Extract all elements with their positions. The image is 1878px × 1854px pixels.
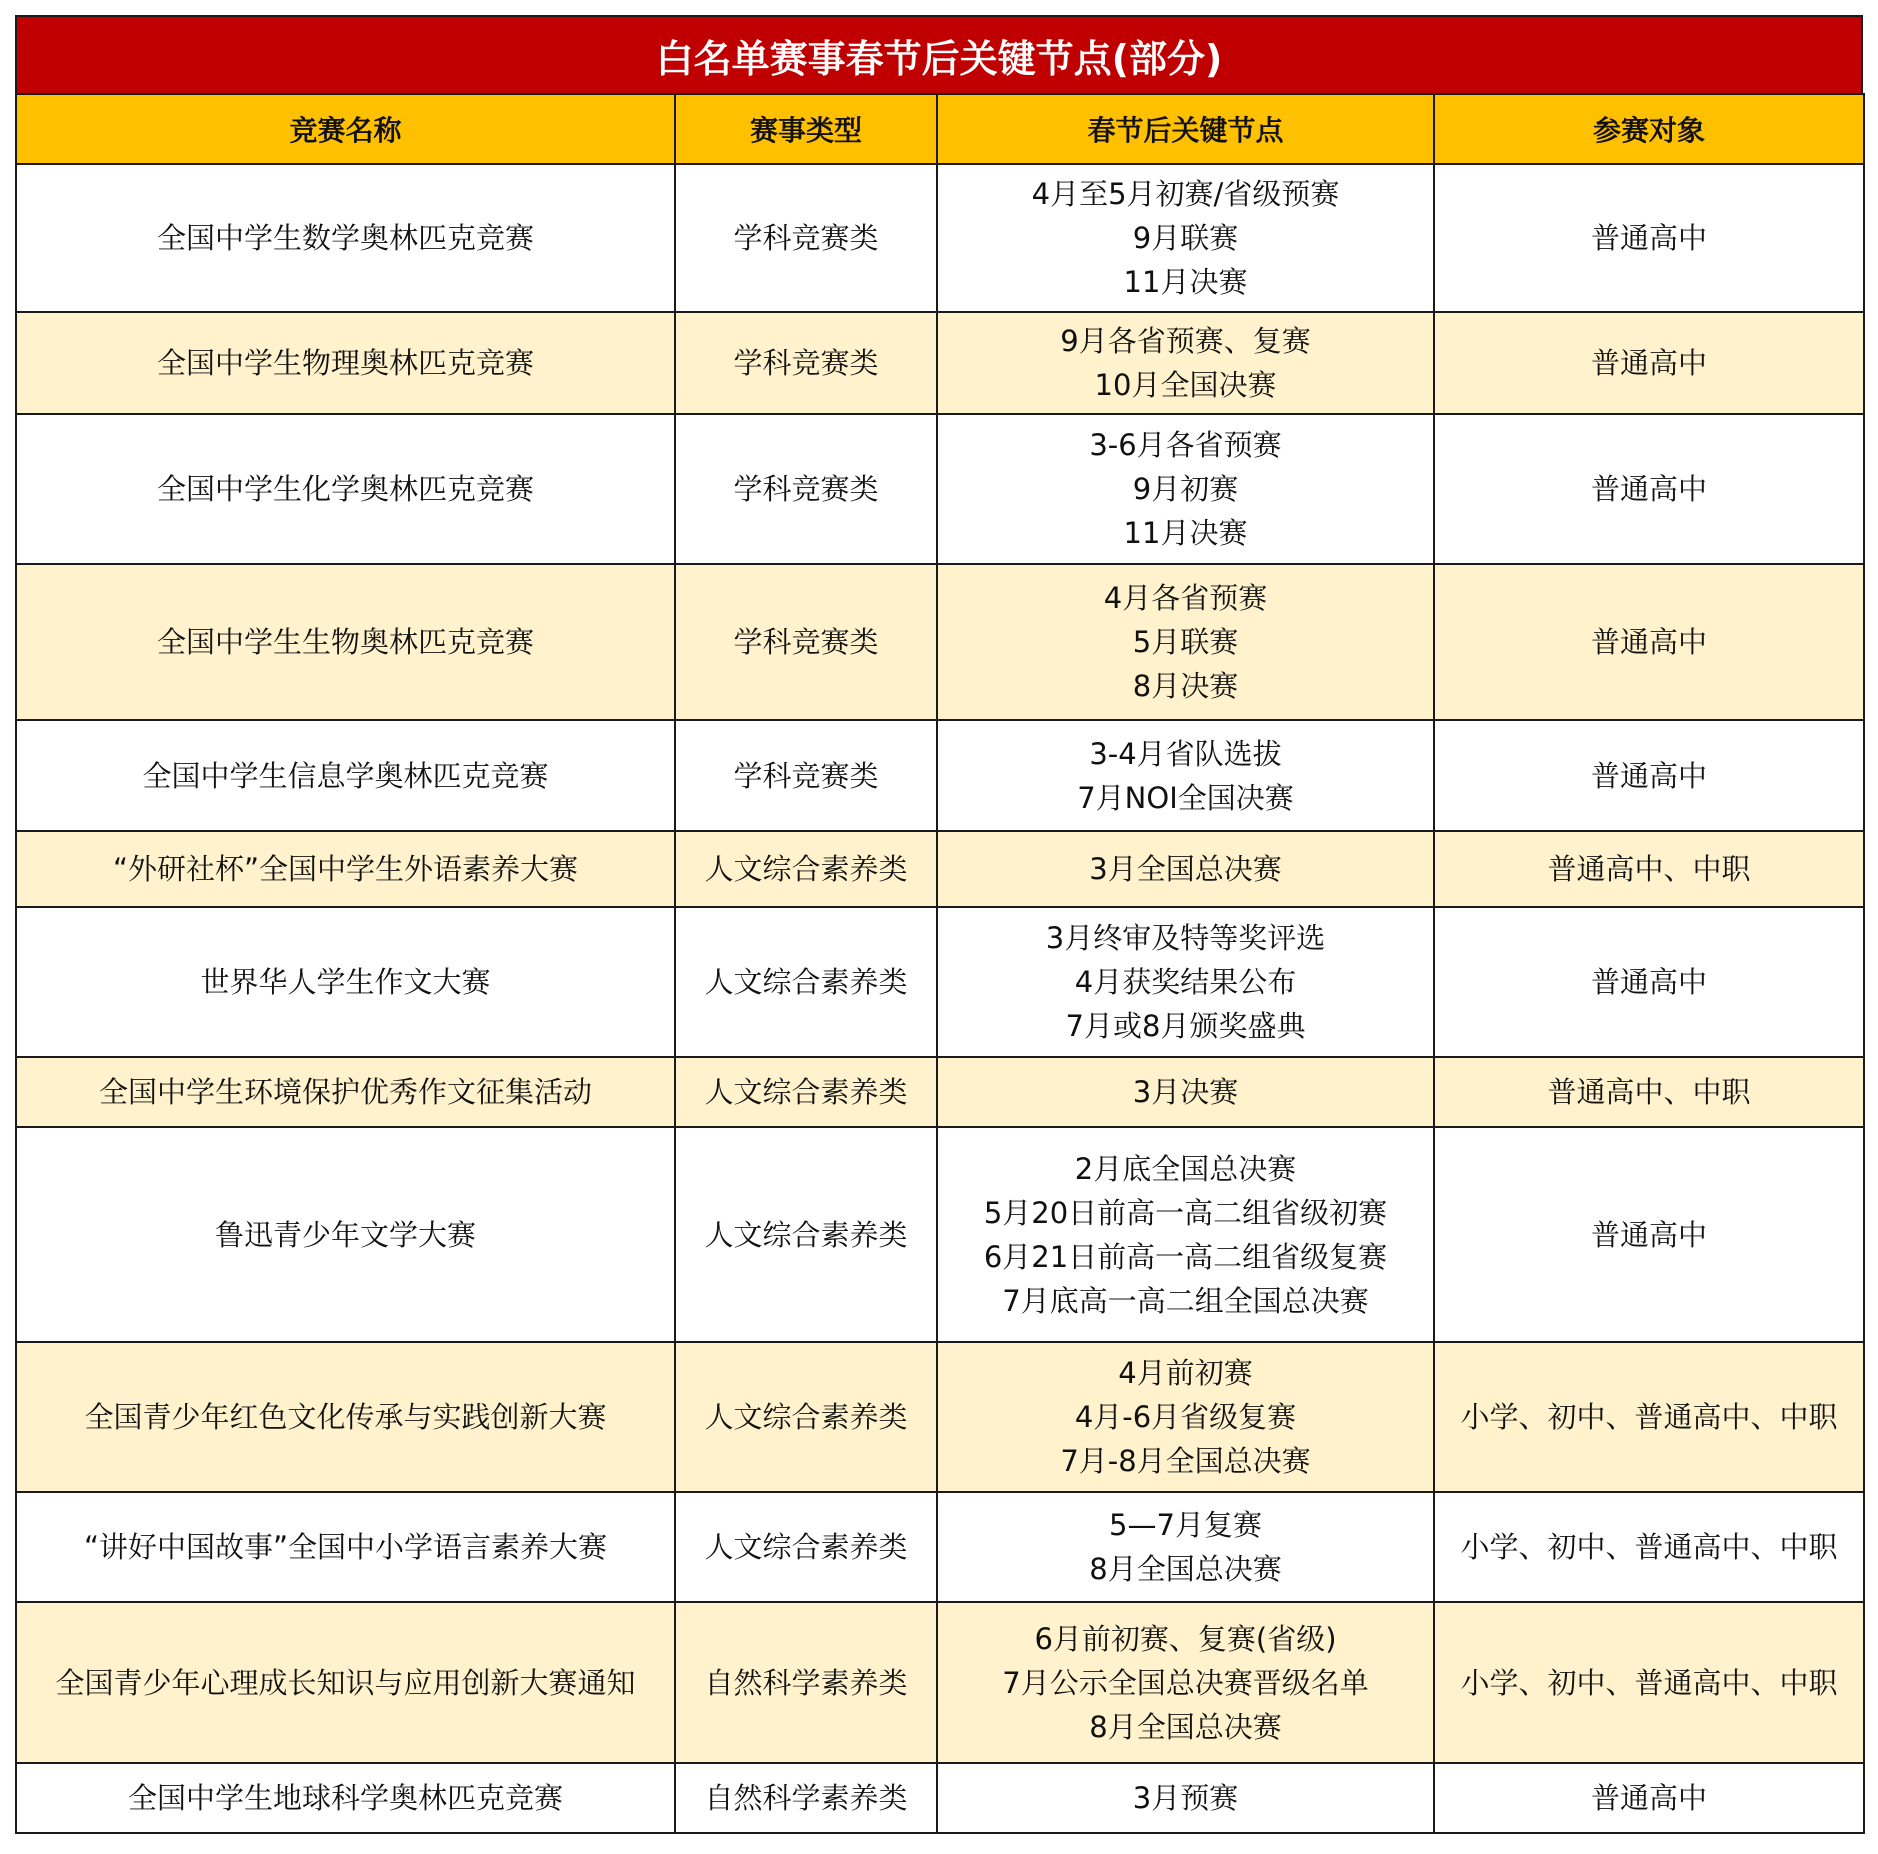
competition-table bbox=[15, 93, 1865, 1834]
table-row bbox=[16, 831, 1864, 907]
participants-cell: 小学、初中、普通高中、中职 bbox=[1434, 1602, 1864, 1763]
table-row bbox=[16, 1127, 1864, 1342]
competition-name-cell: 鲁迅青少年文学大赛 bbox=[16, 1127, 675, 1342]
participants-cell: 普通高中 bbox=[1434, 720, 1864, 831]
table-row bbox=[16, 907, 1864, 1057]
competition-table-container bbox=[15, 15, 1863, 1834]
table-row bbox=[16, 564, 1864, 720]
competition-type-cell: 人文综合素养类 bbox=[675, 1342, 937, 1492]
key-milestones-cell bbox=[937, 1492, 1434, 1602]
key-milestones-cell bbox=[937, 1057, 1434, 1127]
competition-name-cell: “讲好中国故事”全国中小学语言素养大赛 bbox=[16, 1492, 675, 1602]
milestone-line: 4月各省预赛 bbox=[1103, 581, 1268, 615]
milestone-line: 7月-8月全国总决赛 bbox=[1060, 1444, 1311, 1478]
participants-cell: 普通高中 bbox=[1434, 1127, 1864, 1342]
milestone-line: 4月至5月初赛/省级预赛 bbox=[1031, 177, 1340, 211]
participants-cell: 普通高中 bbox=[1434, 164, 1864, 312]
key-milestones-cell bbox=[937, 1763, 1434, 1833]
header-row bbox=[16, 94, 1864, 164]
key-milestones-cell bbox=[937, 1342, 1434, 1492]
table-row bbox=[16, 414, 1864, 564]
milestone-line: 9月各省预赛、复赛 bbox=[1060, 324, 1311, 358]
competition-type-cell: 学科竞赛类 bbox=[675, 564, 937, 720]
milestone-line: 5月20日前高一高二组省级初赛 bbox=[983, 1195, 1388, 1230]
competition-name-cell: 全国中学生物理奥林匹克竞赛 bbox=[16, 312, 675, 414]
competition-name-cell: 全国中学生环境保护优秀作文征集活动 bbox=[16, 1057, 675, 1127]
milestone-line: 9月初赛 bbox=[1132, 472, 1239, 506]
table-row bbox=[16, 164, 1864, 312]
competition-name-cell: 全国中学生化学奥林匹克竞赛 bbox=[16, 414, 675, 564]
milestone-line: 7月底高一高二组全国总决赛 bbox=[1002, 1283, 1369, 1318]
milestone-line: 3-4月省队选拔 bbox=[1089, 736, 1282, 771]
milestone-line: 3月决赛 bbox=[1132, 1075, 1239, 1109]
key-milestones-cell bbox=[937, 720, 1434, 831]
table-row bbox=[16, 1492, 1864, 1602]
milestone-line: 2月底全国总决赛 bbox=[1074, 1151, 1297, 1186]
competition-type-cell: 人文综合素养类 bbox=[675, 1492, 937, 1602]
competition-name-cell: 全国青少年心理成长知识与应用创新大赛通知 bbox=[16, 1602, 675, 1763]
participants-cell: 普通高中 bbox=[1434, 414, 1864, 564]
key-milestones-cell bbox=[937, 1127, 1434, 1342]
competition-name-cell: 全国中学生生物奥林匹克竞赛 bbox=[16, 564, 675, 720]
participants-cell: 普通高中、中职 bbox=[1434, 831, 1864, 907]
table-row bbox=[16, 1342, 1864, 1492]
milestone-line: 10月全国决赛 bbox=[1094, 368, 1277, 402]
milestone-line: 11月决赛 bbox=[1123, 265, 1248, 299]
participants-cell: 普通高中、中职 bbox=[1434, 1057, 1864, 1127]
milestone-line: 8月决赛 bbox=[1132, 669, 1239, 703]
milestone-line: 3月预赛 bbox=[1132, 1781, 1239, 1815]
milestone-line: 6月前初赛、复赛(省级) bbox=[1034, 1621, 1337, 1656]
header-participants: 参赛对象 bbox=[1434, 94, 1864, 164]
table-row bbox=[16, 1763, 1864, 1833]
participants-cell: 普通高中 bbox=[1434, 1763, 1864, 1833]
milestone-line: 5月联赛 bbox=[1132, 625, 1239, 659]
header-competition-type: 赛事类型 bbox=[675, 94, 937, 164]
participants-cell: 普通高中 bbox=[1434, 564, 1864, 720]
competition-name-cell: “外研社杯”全国中学生外语素养大赛 bbox=[16, 831, 675, 907]
milestone-line: 8月全国总决赛 bbox=[1089, 1709, 1282, 1744]
milestone-line: 11月决赛 bbox=[1123, 516, 1248, 550]
competition-type-cell: 学科竞赛类 bbox=[675, 720, 937, 831]
table-row bbox=[16, 312, 1864, 414]
milestone-line: 7月公示全国总决赛晋级名单 bbox=[1002, 1665, 1369, 1700]
milestone-line: 4月获奖结果公布 bbox=[1074, 965, 1297, 999]
milestone-line: 3月全国总决赛 bbox=[1089, 852, 1282, 886]
table-row bbox=[16, 1057, 1864, 1127]
key-milestones-cell bbox=[937, 414, 1434, 564]
competition-type-cell: 学科竞赛类 bbox=[675, 312, 937, 414]
participants-cell: 普通高中 bbox=[1434, 312, 1864, 414]
milestone-line: 7月NOI全国决赛 bbox=[1077, 780, 1294, 815]
table-row bbox=[16, 1602, 1864, 1763]
table-title: 白名单赛事春节后关键节点(部分) bbox=[15, 15, 1863, 93]
competition-type-cell: 人文综合素养类 bbox=[675, 1127, 937, 1342]
milestone-line: 6月21日前高一高二组省级复赛 bbox=[983, 1239, 1388, 1274]
competition-name-cell: 全国中学生数学奥林匹克竞赛 bbox=[16, 164, 675, 312]
milestone-line: 5—7月复赛 bbox=[1109, 1508, 1262, 1542]
competition-type-cell: 学科竞赛类 bbox=[675, 414, 937, 564]
competition-type-cell: 人文综合素养类 bbox=[675, 1057, 937, 1127]
header-key-milestones: 春节后关键节点 bbox=[937, 94, 1434, 164]
competition-name-cell: 全国中学生地球科学奥林匹克竞赛 bbox=[16, 1763, 675, 1833]
competition-type-cell: 人文综合素养类 bbox=[675, 831, 937, 907]
key-milestones-cell bbox=[937, 164, 1434, 312]
milestone-line: 9月联赛 bbox=[1132, 221, 1239, 255]
participants-cell: 小学、初中、普通高中、中职 bbox=[1434, 1342, 1864, 1492]
key-milestones-cell bbox=[937, 831, 1434, 907]
milestone-line: 4月-6月省级复赛 bbox=[1074, 1400, 1297, 1434]
participants-cell: 小学、初中、普通高中、中职 bbox=[1434, 1492, 1864, 1602]
table-row bbox=[16, 720, 1864, 831]
milestone-line: 3月终审及特等奖评选 bbox=[1045, 921, 1326, 955]
milestone-line: 4月前初赛 bbox=[1118, 1356, 1253, 1390]
competition-type-cell: 自然科学素养类 bbox=[675, 1602, 937, 1763]
milestone-line: 7月或8月颁奖盛典 bbox=[1065, 1009, 1306, 1043]
header-competition-name: 竞赛名称 bbox=[16, 94, 675, 164]
key-milestones-cell bbox=[937, 312, 1434, 414]
competition-type-cell: 学科竞赛类 bbox=[675, 164, 937, 312]
table-body bbox=[16, 164, 1864, 1833]
key-milestones-cell bbox=[937, 1602, 1434, 1763]
competition-type-cell: 自然科学素养类 bbox=[675, 1763, 937, 1833]
competition-type-cell: 人文综合素养类 bbox=[675, 907, 937, 1057]
key-milestones-cell bbox=[937, 564, 1434, 720]
competition-name-cell: 全国中学生信息学奥林匹克竞赛 bbox=[16, 720, 675, 831]
competition-name-cell: 全国青少年红色文化传承与实践创新大赛 bbox=[16, 1342, 675, 1492]
milestone-line: 8月全国总决赛 bbox=[1089, 1552, 1282, 1586]
key-milestones-cell bbox=[937, 907, 1434, 1057]
milestone-line: 3-6月各省预赛 bbox=[1089, 428, 1282, 462]
competition-name-cell: 世界华人学生作文大赛 bbox=[16, 907, 675, 1057]
participants-cell: 普通高中 bbox=[1434, 907, 1864, 1057]
